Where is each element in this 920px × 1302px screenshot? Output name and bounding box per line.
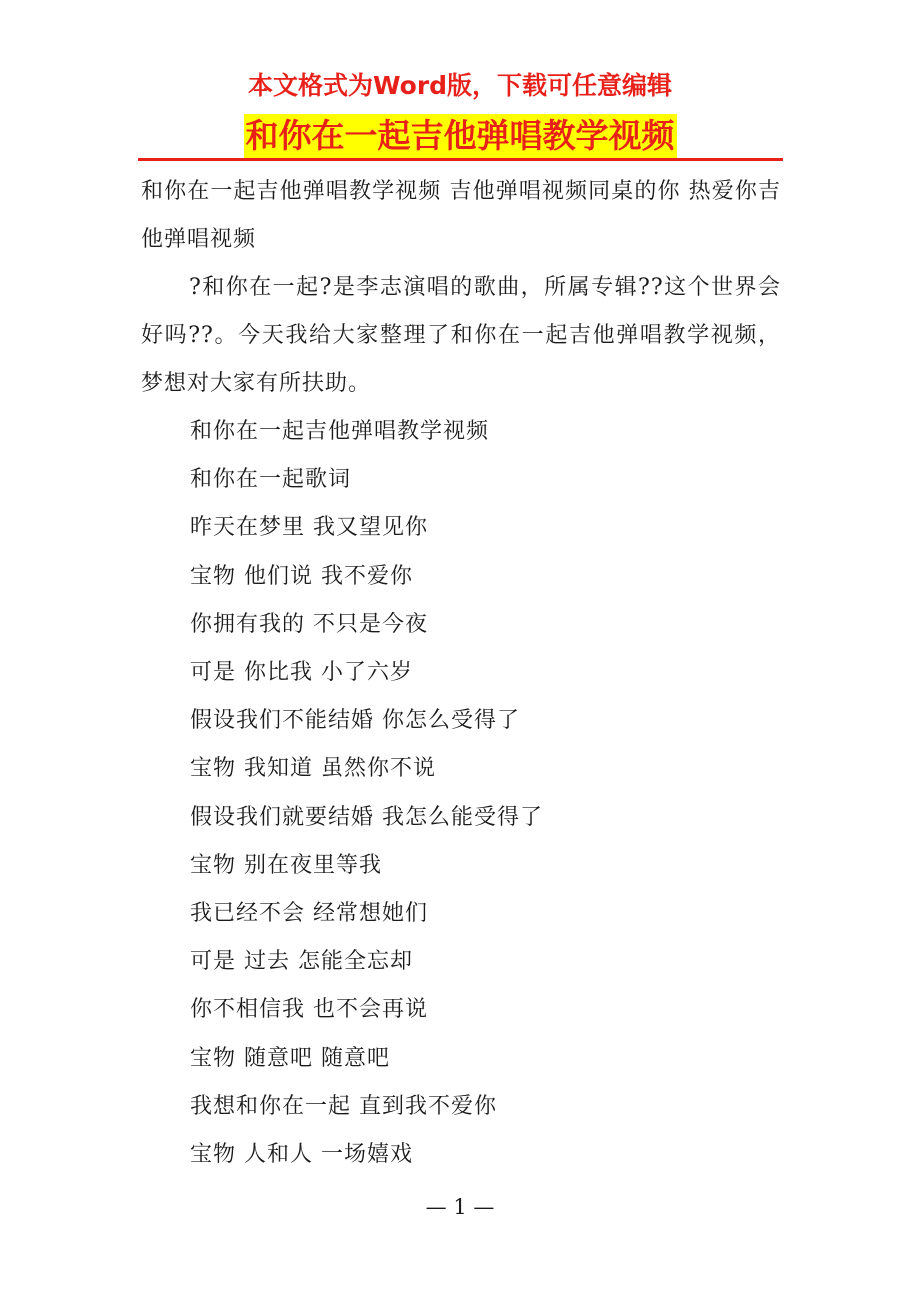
lyric-line: 昨天在梦里 我又望见你 — [190, 515, 428, 541]
lyric-line: 我已经不会 经常想她们 — [190, 901, 428, 927]
lyric-line: 我想和你在一起 直到我不爱你 — [190, 1093, 497, 1119]
document-body — [141, 168, 781, 1179]
page-number: — 1 — — [425, 1195, 495, 1219]
intro-paragraph: 和你在一起吉他弹唱教学视频 吉他弹唱视频同桌的你 热爱你吉他弹唱视频 — [141, 179, 781, 252]
lyrics-heading: 和你在一起歌词 — [190, 467, 352, 493]
lyric-line: 宝物 别在夜里等我 — [190, 852, 382, 878]
lyric-line: 可是 你比我 小了六岁 — [190, 660, 413, 686]
lyric-line: 宝物 随意吧 随意吧 — [190, 1045, 390, 1071]
description-paragraph: ?和你在一起?是李志演唱的歌曲，所属专辑??这个世界会好吗??。今天我给大家整理了和你在一起吉他弹唱教学视频，梦想对大家有所扶助。 — [141, 275, 781, 396]
lyric-line: 假设我们不能结婚 你怎么受得了 — [190, 708, 520, 734]
lyric-line: 宝物 我知道 虽然你不说 — [190, 756, 436, 782]
lyric-line: 你不相信我 也不会再说 — [190, 997, 428, 1023]
lyric-line: 你拥有我的 不只是今夜 — [190, 611, 428, 637]
document-title: 和你在一起吉他弹唱教学视频 — [244, 114, 677, 158]
lyric-line: 宝物 他们说 我不爱你 — [190, 563, 413, 589]
body-line-heading: 和你在一起吉他弹唱教学视频 — [190, 419, 490, 444]
header-divider — [138, 158, 783, 161]
lyric-line: 宝物 人和人 一场嬉戏 — [190, 1142, 413, 1168]
lyric-line: 假设我们就要结婚 我怎么能受得了 — [190, 804, 543, 830]
lyric-line: 可是 过去 怎能全忘却 — [190, 949, 413, 975]
title-container — [0, 114, 920, 158]
format-notice: 本文格式为Word版，下载可任意编辑 — [247, 71, 673, 100]
